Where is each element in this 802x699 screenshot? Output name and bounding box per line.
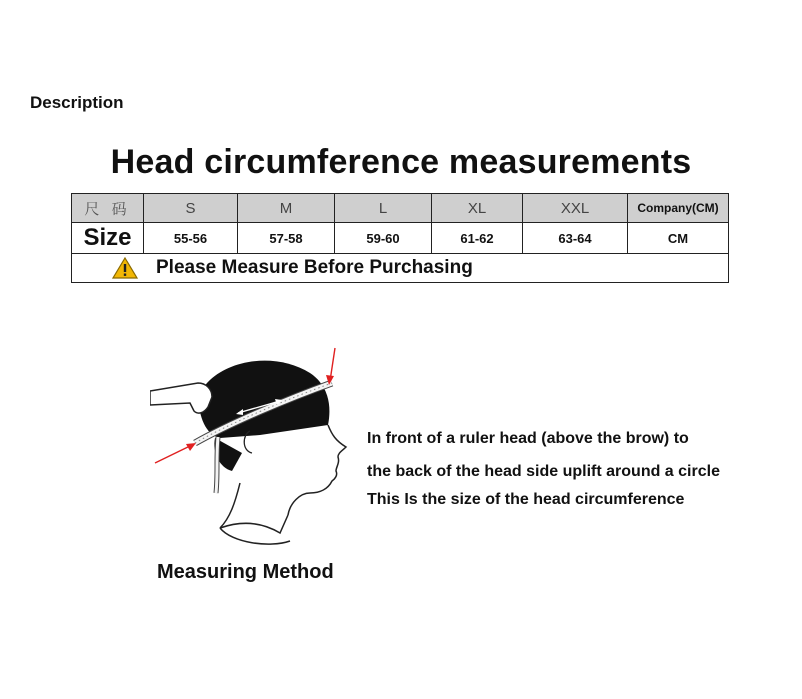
warning-text: Please Measure Before Purchasing bbox=[156, 257, 473, 278]
instruction-line-3: This Is the size of the head circumference bbox=[367, 491, 685, 508]
value-cell-xxl: 63-64 bbox=[523, 223, 628, 254]
size-values-row bbox=[72, 223, 729, 254]
description-label: Description bbox=[30, 93, 124, 112]
warning-triangle-icon bbox=[112, 257, 138, 279]
warning-cell bbox=[72, 254, 729, 283]
warning-row bbox=[72, 254, 729, 283]
size-cell-m: M bbox=[238, 194, 335, 223]
value-cell-l: 59-60 bbox=[335, 223, 432, 254]
row-label-cell: Size bbox=[72, 223, 144, 254]
measuring-method-caption: Measuring Method bbox=[157, 561, 334, 583]
value-cell-xl: 61-62 bbox=[432, 223, 523, 254]
size-cell-s: S bbox=[144, 194, 238, 223]
size-cell-xl: XL bbox=[432, 194, 523, 223]
size-cell-l: L bbox=[335, 194, 432, 223]
instruction-line-1: In front of a ruler head (above the brow) to bbox=[367, 430, 689, 447]
instruction-line-2: the back of the head side uplift around a circle bbox=[367, 463, 720, 480]
page-title: Head circumference measurements bbox=[110, 143, 692, 181]
unit-value-cell: CM bbox=[628, 223, 729, 254]
value-cell-s: 55-56 bbox=[144, 223, 238, 254]
unit-header-cell: Company(CM) bbox=[628, 194, 729, 223]
value-cell-m: 57-58 bbox=[238, 223, 335, 254]
head-measurement-illustration bbox=[150, 343, 360, 553]
header-label-cell: 尺 码 bbox=[72, 194, 144, 223]
size-header-row bbox=[72, 194, 729, 223]
size-cell-xxl: XXL bbox=[523, 194, 628, 223]
size-table bbox=[71, 193, 729, 283]
